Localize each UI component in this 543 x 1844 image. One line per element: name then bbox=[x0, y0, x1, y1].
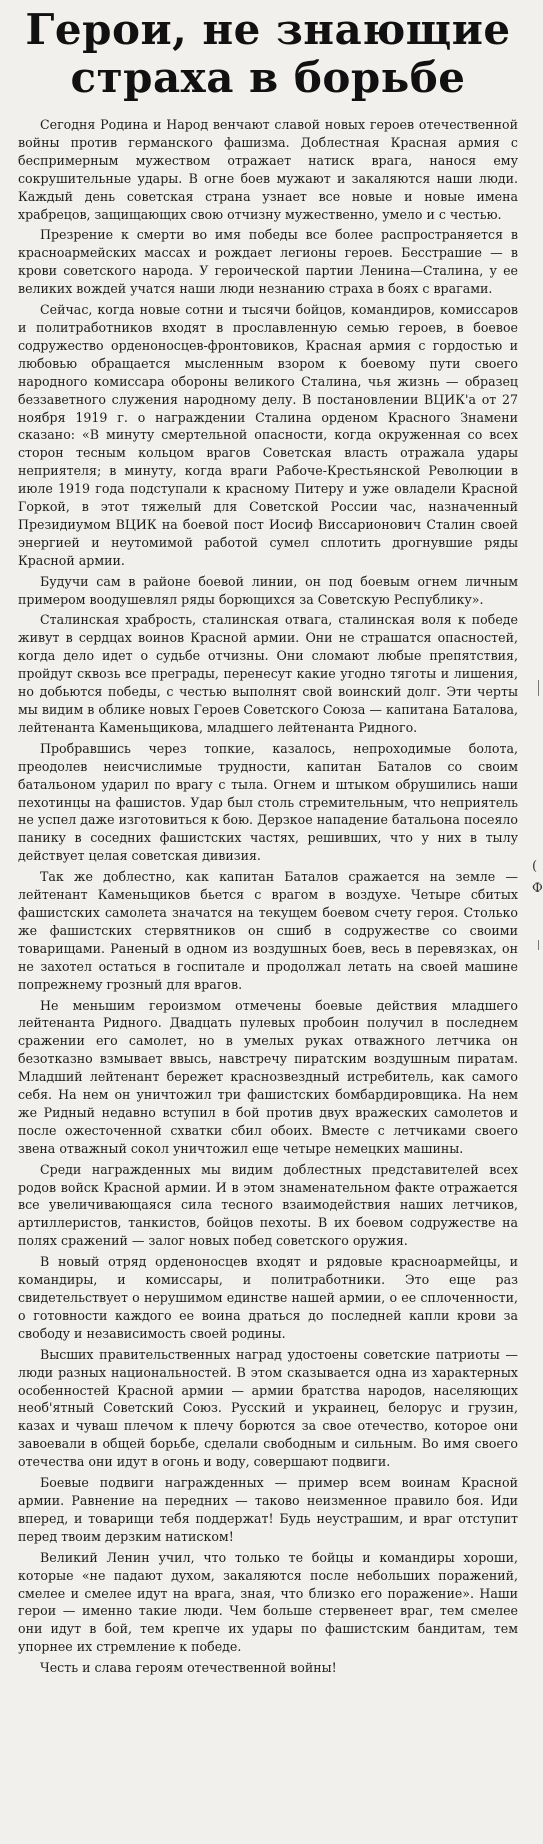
article-body bbox=[18, 116, 518, 1677]
paragraph-3: Сейчас, когда новые сотни и тысячи бойцов, командиров, комиссаров и политработников входят в прославленную семью героев, в боевое содружество орденоносцев-фронтовиков, Красная армия с гордостью и любовью обращается мысленным взором к боевому пути своего народного комиссара обороны великого Сталина, чья жизнь — образец беззаветного служения народному делу. В постановлении ВЦИК'а от 27 ноября 1919 г. о награждении Сталина орденом Красного Знамени сказано: «В минуту смертельной опасности, когда окруженная со всех сторон тесным кольцом врагов Советская власть отражала удары неприятеля; в минуту, когда враги Рабоче-Крестьянской Революции в июле 1919 года подступали к красному Питеру и уже овладели Красной Горкой, в этот тяжелый для Советской России час, назначенный Президиумом ВЦИК на боевой пост Иосиф Виссарионович Сталин своей энергией и неутомимой работой сумел сплотить дрогнувшие ряды Красной армии. bbox=[18, 302, 518, 568]
paragraph-13: Великий Ленин учил, что только те бойцы и командиры хороши, которые «не падают духом, закаляются после небольших поражений, смелее и смелее идут на врага, зная, что близко его поражение». Наши герои — именно такие люди. Чем больше стервенеет враг, тем смелее они идут в бой, тем крепче их удары по фашистским бандитам, тем упорнее их стремление к победе. bbox=[18, 1549, 518, 1655]
column-rule-mark bbox=[538, 940, 539, 950]
headline-line-2: страха в борьбе bbox=[70, 53, 466, 102]
paragraph-4: Будучи сам в районе боевой линии, он под боевым огнем личным примером воодушевлял ряды борющихся за Советскую Республику». bbox=[18, 573, 518, 607]
newspaper-article bbox=[18, 6, 518, 1680]
closing-line: Честь и слава героям отечественной войны! bbox=[40, 1660, 337, 1676]
paragraph-8: Не меньшим героизмом отмечены боевые действия младшего лейтенанта Ридного. Двадцать пулевых пробоин получил в последнем сражении его самолет, но в умелых руках отважного летчика он безотказно взмывает ввысь, навстречу пиратским воздушным пиратам. Младший лейтенант бережет краснозвездный истребитель, как самого себя. На нем он уничтожил три фашистских бомбардировщика. На нем же Ридный недавно вступил в бой против двух вражеских самолетов и после ожесточенной схватки сбил обоих. Вместе с летчиками своего звена отважный сокол уничтожил еще четыре немецких машины. bbox=[18, 997, 518, 1156]
column-rule-mark bbox=[538, 680, 539, 696]
paragraph-5: Сталинская храбрость, сталинская отвага, сталинская воля к победе живут в сердцах воинов Красной армии. Они не страшатся опасностей, когда дело идет о судьбе отчизны. Они сломают любые препятствия, пройдут сквозь все преграды, перенесут какие угодно тяготы и лишения, но добьются победы, с честью выполнят свой воинский долг. Эти черты мы видим в облике новых Героев Советского Союза — капитана Баталова, лейтенанта Каменьщикова, младшего лейтенанта Ридного. bbox=[18, 612, 518, 735]
article-headline bbox=[18, 6, 518, 102]
paragraph-2: Презрение к смерти во имя победы все более распространяется в красноармейских массах и рождает легионы героев. Бесстрашие — в крови советского народа. У героической партии Ленина—Сталина, у ее великих вождей учатся наши люди незнанию страха в боях с врагами. bbox=[18, 227, 518, 297]
paragraph-6: Пробравшись через топкие, казалось, непроходимые болота, преодолев неисчислимые трудности, капитан Баталов со своим батальоном ударил по врагу с тыла. Огнем и штыком обрушились наши пехотинцы на фашистов. Удар был столь стремительным, что неприятель не успел даже изготовиться к бою. Дерзкое нападение батальона посеяло панику в соседних фашистских частях, решивших, что у них в тылу действует целая советская дивизия. bbox=[18, 740, 518, 864]
paragraph-7: Так же доблестно, как капитан Баталов сражается на земле — лейтенант Каменьщиков бьется с врагом в воздухе. Четыре сбитых фашистских самолета значатся на текущем боевом счету героя. Столько же фашистских стервятников он сшиб в содружестве со своими товарищами. Раненый в одном из воздушных боев, весь в перевязках, он не захотел остаться в госпитале и продолжал летать на своей машине попрежнему грозный для врагов. bbox=[18, 869, 518, 992]
paragraph-11: Высших правительственных наград удостоены советские патриоты — люди разных национальностей. В этом сказывается одна из характерных особенностей Красной армии — армии братства народов, населяющих необ'ятный Советский Союз. Русский и украинец, белорус и грузин, казах и чуваш плечом к плечу борются за свое отечество, которое они завоевали в общей борьбе, сделали свободным и сильным. Во имя своего отечества они идут в огонь и воду, совершают подвиги. bbox=[18, 1346, 518, 1470]
paragraph-10: В новый отряд орденоносцев входят и рядовые красноармейцы, и командиры, и комиссары, и политработники. Это еще раз свидетельствует о нерушимом единстве нашей армии, о ее сплоченности, о готовности каждого ее воина драться до последней капли крови за свободу и независимость своей родины. bbox=[18, 1254, 518, 1341]
headline-line-1: Герои, не знающие bbox=[25, 5, 511, 54]
adjacent-column-fragment-1: ( bbox=[532, 859, 538, 874]
adjacent-column-fragment-2: Ф bbox=[532, 881, 543, 896]
paragraph-12: Боевые подвиги награжденных — пример всем воинам Красной армии. Равнение на передних — таково неизменное правило боя. Иди вперед, и товарищи тебя поддержат! Будь неустрашим, и враг отступит перед твоим дерзким натиском! bbox=[18, 1475, 518, 1544]
paragraph-9: Среди награжденных мы видим доблестных представителей всех родов войск Красной армии. И в этом знаменательном факте отражается все увеличивающаяся сила тесного взаимодействия наших летчиков, артиллеристов, танкистов, бойцов пехоты. В их боевом содружестве на полях сражений — залог новых побед советского оружия. bbox=[18, 1161, 518, 1249]
paragraph-1: Сегодня Родина и Народ венчают славой новых героев отечественной войны против германского фашизма. Доблестная Красная армия с беспримерным мужеством отражает натиск врага, нанося ему сокрушительные удары. В огне боев мужают и закаляются наши люди. Каждый день советская страна узнает все новые и новые имена храбрецов, защищающих свою отчизну мужественно, умело и с честью. bbox=[18, 117, 518, 222]
